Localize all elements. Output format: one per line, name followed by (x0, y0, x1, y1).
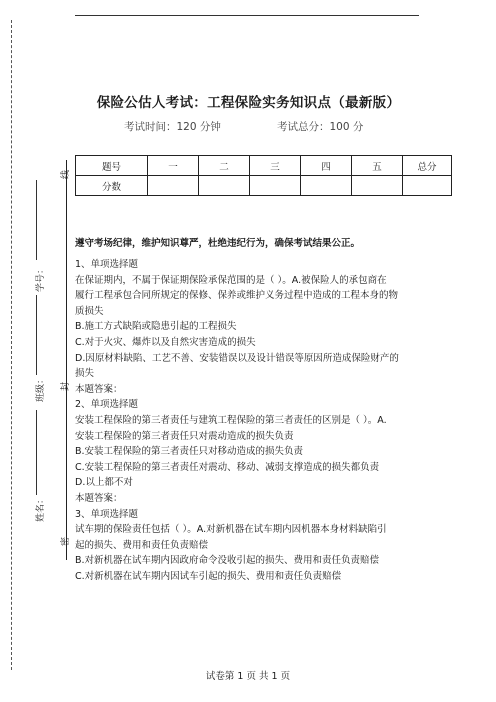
score-header-cell: 二 (199, 156, 250, 176)
score-table (75, 155, 452, 196)
score-table-header-row (76, 156, 452, 176)
id-blank (36, 180, 37, 260)
score-row-label: 分数 (76, 176, 148, 196)
score-cell[interactable] (250, 176, 301, 196)
exam-time: 考试时间：120 分钟 (124, 121, 221, 133)
text-line: 质损失 (75, 305, 104, 317)
text-line: 2、单项选择题 (75, 399, 139, 411)
text-line: B.对新机器在试车期内因政府命令没收引起的损失、费用和责任负责赔偿 (75, 555, 380, 567)
text-line: C.安装工程保险的第三者责任对震动、移动、减弱支撑造成的损失都负责 (75, 461, 380, 473)
top-rule (75, 15, 419, 16)
score-header-cell: 五 (352, 156, 403, 176)
score-cell[interactable] (199, 176, 250, 196)
class-label: 班级： (36, 374, 47, 403)
score-table-score-row (76, 176, 452, 196)
seal-mark: 密 (61, 536, 72, 547)
score-cell[interactable] (352, 176, 403, 196)
text-line: B.安装工程保险的第三者责任只对移动造成的损失负责 (75, 446, 304, 458)
binding-dashed-line (11, 20, 12, 670)
page-title: 保险公估人考试：工程保险实务知识点（最新版） (96, 95, 401, 111)
text-line: B.施工方式缺陷或隐患引起的工程损失 (75, 321, 237, 333)
text-line: 安装工程保险的第三者责任与建筑工程保险的第三者责任的区别是（ ）。A. (75, 414, 387, 426)
binding-solid-line (66, 160, 67, 560)
text-line: 3、单项选择题 (75, 508, 139, 520)
score-header-cell: 题号 (76, 156, 148, 176)
exam-total: 考试总分：100 分 (277, 121, 364, 133)
text-line: 损失 (75, 368, 95, 380)
text-line: 履行工程承包合同所规定的保修、保养或维护义务过程中造成的工程本身的物 (75, 290, 399, 302)
line-mark: 线 (61, 169, 72, 180)
score-header-cell: 四 (301, 156, 352, 176)
text-line: 试车期的保险责任包括（ ）。A.对新机器在试车期内因机器本身材料缺陷引 (75, 524, 387, 536)
question-body (75, 257, 427, 584)
score-cell[interactable] (148, 176, 199, 196)
score-cell[interactable] (301, 176, 352, 196)
text-line: 安装工程保险的第三者责任只对震动造成的损失负责 (75, 430, 294, 442)
name-blank (36, 410, 37, 495)
text-line: 本题答案： (75, 492, 123, 504)
text-line: D.因原材料缺陷、工艺不善、安装错误以及设计错误等原因所造成保险财产的 (75, 352, 399, 364)
score-header-cell: 总分 (403, 156, 452, 176)
fold-mark: 封 (61, 381, 72, 392)
exam-notice: 遵守考场纪律，维护知识尊严，杜绝违纪行为，确保考试结果公正。 (75, 238, 361, 249)
class-blank (36, 295, 37, 375)
text-line: C.对于火灾、爆炸以及自然灾害造成的损失 (75, 336, 256, 348)
page-footer: 试卷第 1 页 共 1 页 (205, 671, 291, 682)
score-header-cell: 一 (148, 156, 199, 176)
student-id-label: 学号： (36, 264, 47, 293)
text-line: C.对新机器在试车期内因试车引起的损失、费用和责任负责赔偿 (75, 570, 342, 582)
text-line: 在保证期内，不属于保证期保险承保范围的是（ ）。A.被保险人的承包商在 (75, 274, 387, 286)
text-line: 1、单项选择题 (75, 259, 139, 270)
text-line: 起的损失、费用和责任负责赔偿 (75, 539, 209, 551)
text-line: D.以上都不对 (75, 477, 133, 489)
score-header-cell: 三 (250, 156, 301, 176)
text-line: 本题答案： (75, 383, 123, 395)
name-label: 姓名： (36, 494, 47, 523)
score-cell[interactable] (403, 176, 452, 196)
